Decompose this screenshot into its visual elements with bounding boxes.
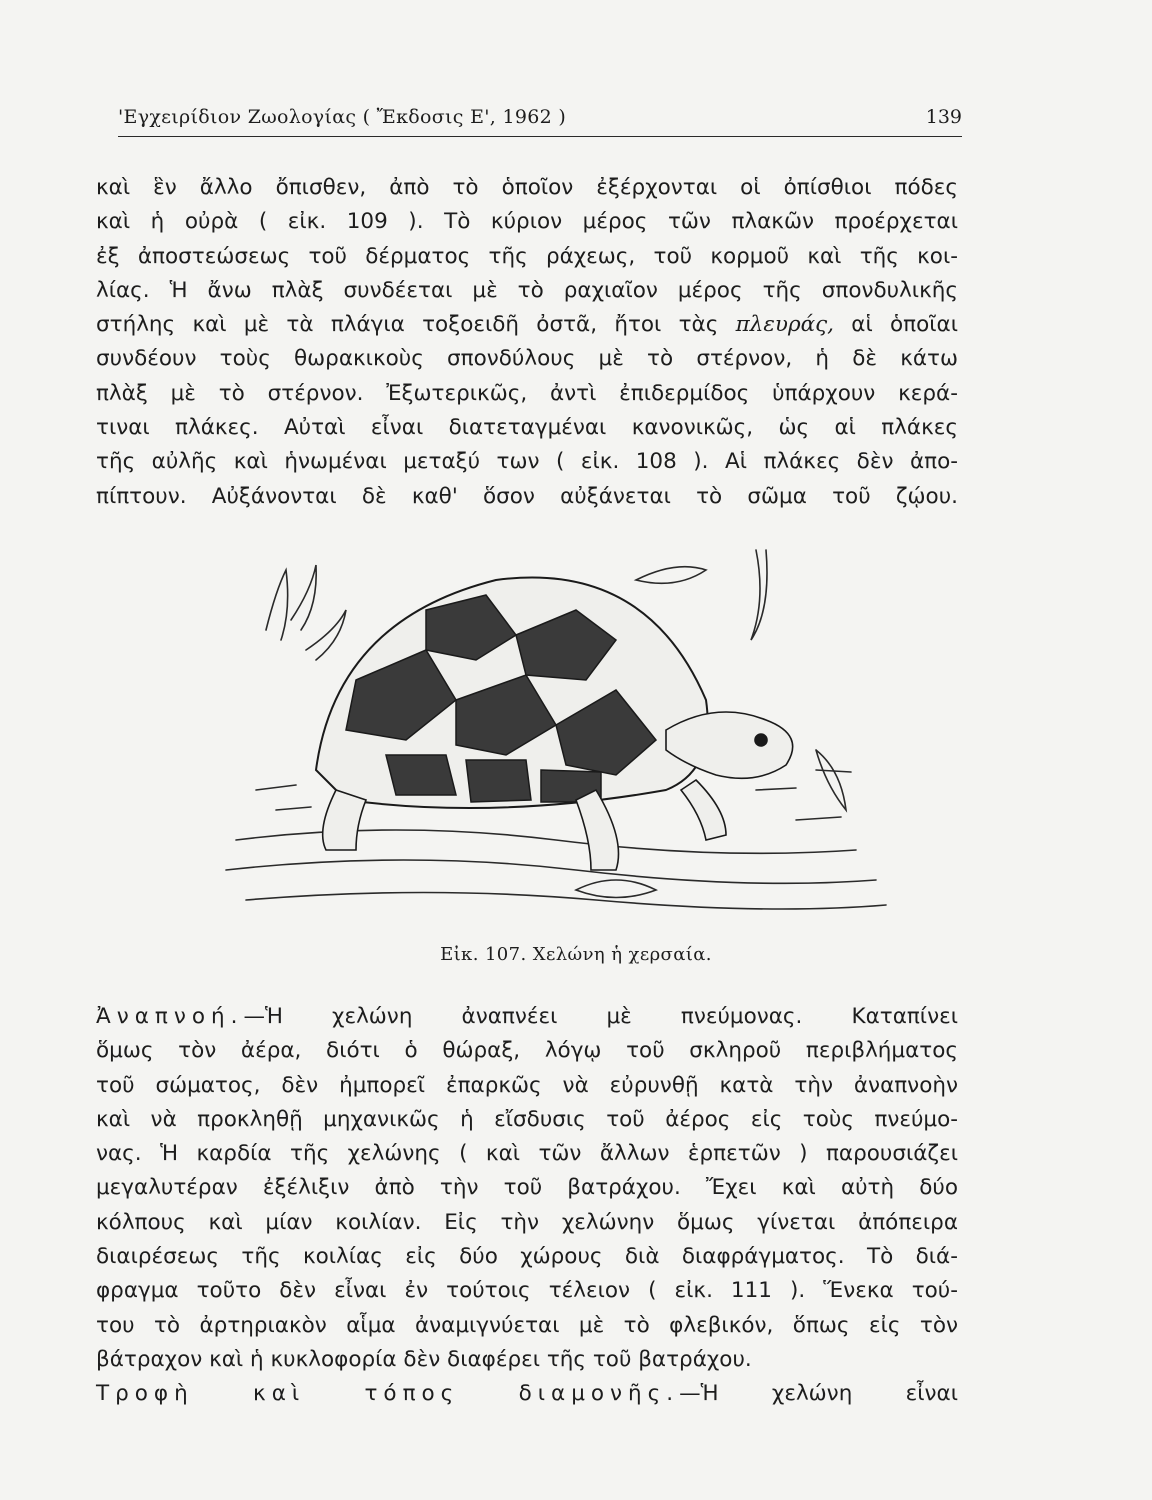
text-segment: στήλης καὶ μὲ τὰ πλάγια τοξοειδῆ ὀστᾶ, ἤτοι τὰς <box>96 312 736 338</box>
text-line <box>96 308 958 342</box>
text-segment: —Ἡ χελώνη ἀναπνέει μὲ πνεύμονας. Καταπίνει <box>243 1004 958 1029</box>
text-line: καὶ ἓν ἄλλο ὄπισθεν, ἀπὸ τὸ ὁποῖον ἐξέρχονται οἱ ὀπίσθιοι πόδες <box>96 175 958 200</box>
text-line: συνδέουν τοὺς θωρακικοὺς σπονδύλους μὲ τὸ στέρνον, ἡ δὲ κάτω <box>96 346 958 372</box>
text-line: βάτραχον καὶ ἡ κυκλοφορία δὲν διαφέρει τῆς τοῦ βατράχου. <box>96 1346 752 1372</box>
text-line <box>96 1000 958 1034</box>
figure-caption: Εἰκ. 107. Χελώνη ἡ χερσαία. <box>440 944 712 965</box>
paragraph-food-habitat <box>96 1377 958 1411</box>
tortoise-illustration <box>196 540 896 930</box>
italic-term: πλευράς, <box>735 312 835 338</box>
text-line: φραγμα τοῦτο δὲν εἶναι ἐν τούτοις τέλειον ( εἰκ. 111 ). Ἕνεκα τού- <box>96 1278 958 1304</box>
text-line: ὅμως τὸν ἀέρα, διότι ὁ θώραξ, λόγῳ τοῦ σκληροῦ περιβλήματος <box>96 1038 958 1064</box>
text-line: πλὰξ μὲ τὸ στέρνον. Ἐξωτερικῶς, ἀντὶ ἐπιδερμίδος ὑπάρχουν κερά- <box>96 380 958 406</box>
text-line: διαιρέσεως τῆς κοιλίας εἰς δύο χώρους διὰ διαφράγματος. Τὸ διά- <box>96 1244 958 1270</box>
text-line: του τὸ ἀρτηριακὸν αἷμα ἀναμιγνύεται μὲ τὸ φλεβικόν, ὅπως εἰς τὸν <box>96 1312 958 1338</box>
text-line <box>96 1377 958 1411</box>
text-line: τῆς αὐλῆς καὶ ἡνωμέναι μεταξύ των ( εἰκ. 108 ). Αἱ πλάκες δὲν ἀπο- <box>96 449 958 475</box>
text-line: κόλπους καὶ μίαν κοιλίαν. Εἰς τὴν χελώνην ὅμως γίνεται ἀπόπειρα <box>96 1209 958 1235</box>
paragraph-respiration <box>96 1000 958 1377</box>
text-segment: —Ἡ χελώνη εἶναι <box>679 1381 958 1406</box>
text-line: νας. Ἡ καρδία τῆς χελώνης ( καὶ τῶν ἄλλων ἑρπετῶν ) παρουσιάζει <box>96 1141 958 1167</box>
text-line: πίπτουν. Αὐξάνονται δὲ καθ' ὅσον αὐξάνεται τὸ σῶμα τοῦ ζῴου. <box>96 483 958 509</box>
text-segment: αἱ ὁποῖαι <box>834 312 958 338</box>
paragraph-shell-plates <box>96 171 958 514</box>
text-line: λίας. Ἡ ἄνω πλὰξ συνδέεται μὲ τὸ ραχιαῖον μέρος τῆς σπονδυλικῆς <box>96 277 958 303</box>
section-heading: Τροφὴ καὶ τόπος διαμονῆς. <box>96 1381 680 1406</box>
text-line: ἐξ ἀποστεώσεως τοῦ δέρματος τῆς ράχεως, τοῦ κορμοῦ καὶ τῆς κοι- <box>96 243 958 269</box>
tortoise-drawing <box>196 540 896 930</box>
text-line: καὶ νὰ προκληθῇ μηχανικῶς ἡ εἴσδυσις τοῦ ἀέρος εἰς τοὺς πνεύμο- <box>96 1106 958 1132</box>
section-heading: Ἀναπνοή. <box>96 1004 244 1029</box>
book-title: 'Εγχειρίδιον Ζωολογίας ( Ἔκδοσις Ε', 1962 ) <box>118 106 567 128</box>
text-line: καὶ ἡ οὐρὰ ( εἰκ. 109 ). Τὸ κύριον μέρος τῶν πλακῶν προέρχεται <box>96 209 958 235</box>
text-line: τοῦ σώματος, δὲν ἠμπορεῖ ἐπαρκῶς νὰ εὐρυνθῇ κατὰ τὴν ἀναπνοὴν <box>96 1072 958 1098</box>
text-line: τιναι πλάκες. Αὐταὶ εἶναι διατεταγμέναι κανονικῶς, ὡς αἱ πλάκες <box>96 415 958 441</box>
running-header <box>118 100 962 137</box>
page-number: 139 <box>925 106 962 128</box>
text-line: μεγαλυτέραν ἐξέλιξιν ἀπὸ τὴν τοῦ βατράχου. Ἔχει καὶ αὐτὴ δύο <box>96 1175 958 1201</box>
